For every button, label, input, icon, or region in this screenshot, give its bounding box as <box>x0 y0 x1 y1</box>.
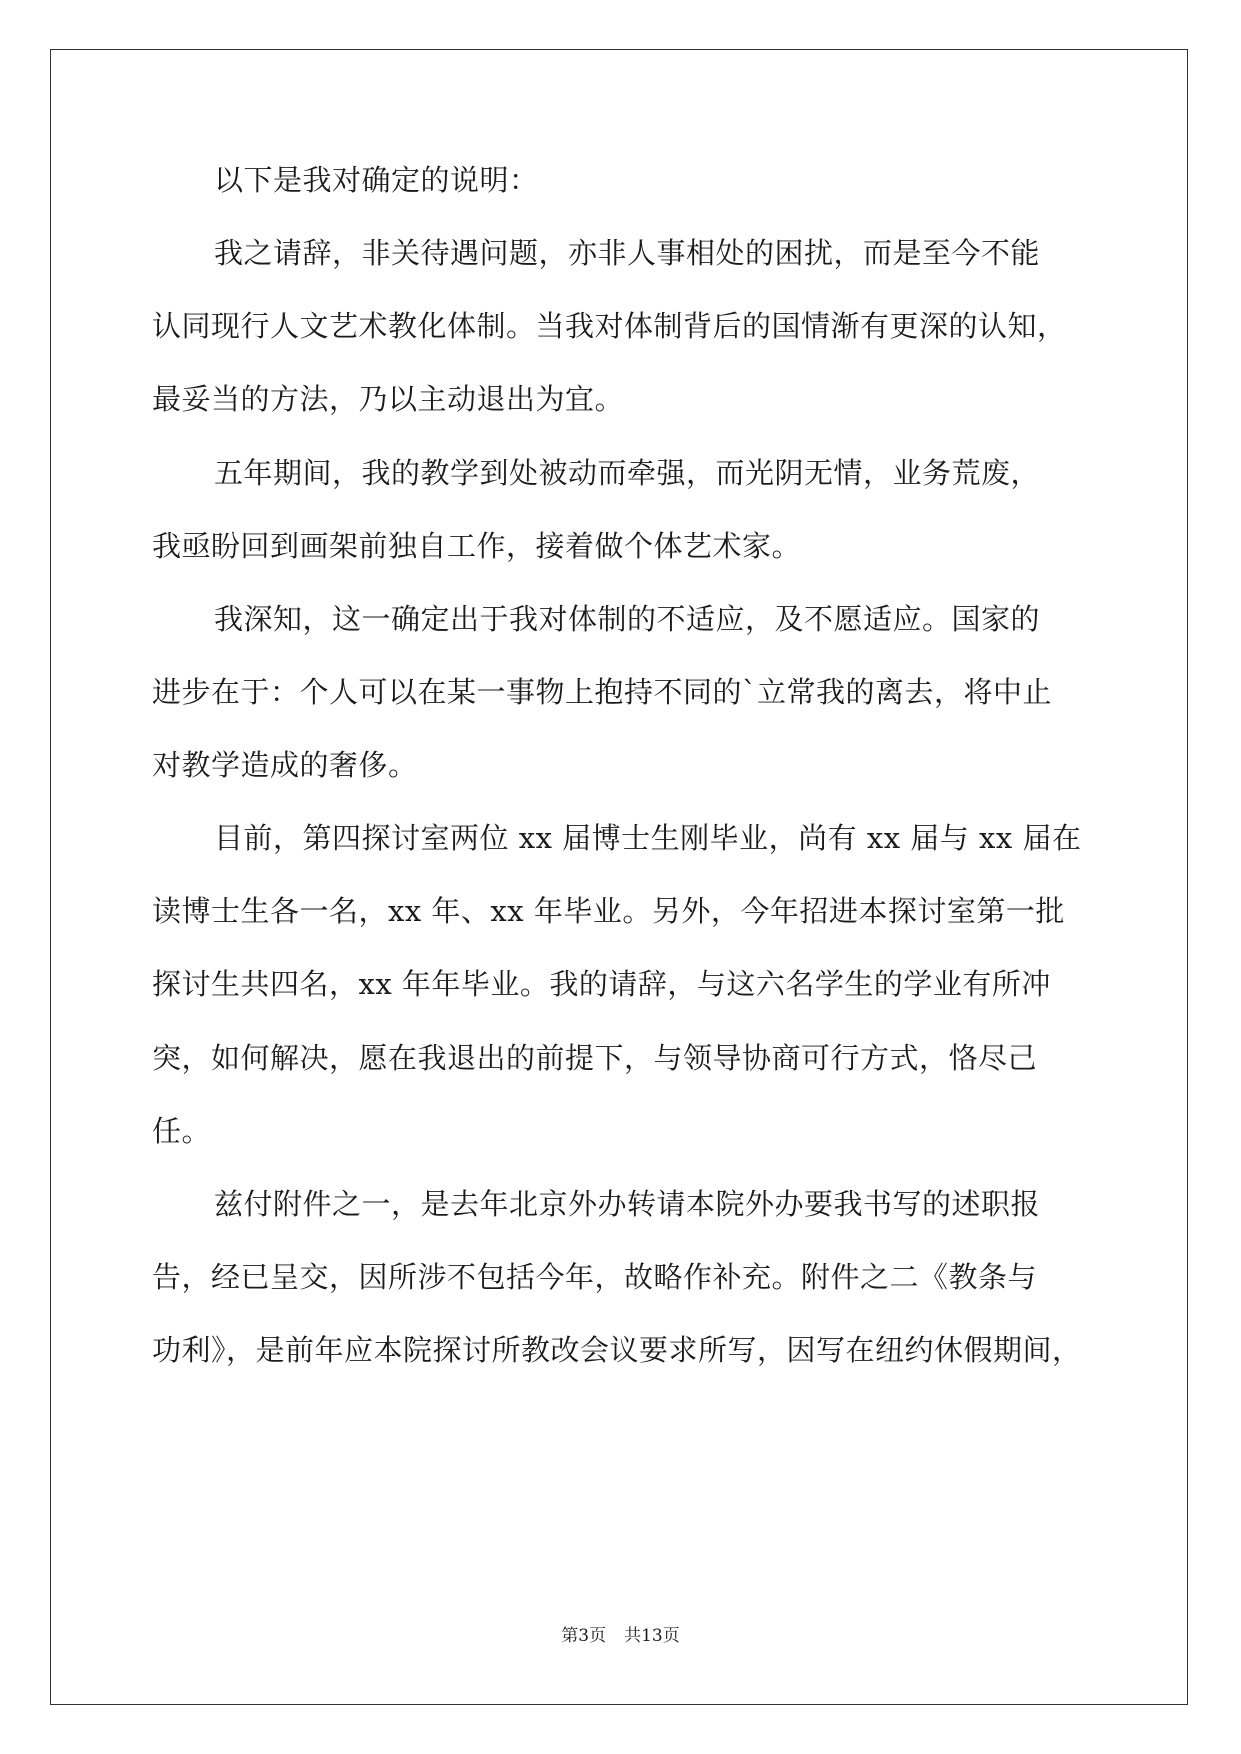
page-border <box>50 49 1188 1705</box>
paragraph-attachments-line-1: 兹付附件之一，是去年北京外办转请本院外办要我书写的述职报 <box>214 1187 1041 1221</box>
paragraph-students-line-5: 任。 <box>152 1114 212 1148</box>
paragraph-students-line-1: 目前，第四探讨室两位 xx 届博士生刚毕业，尚有 xx 届与 xx 届在 <box>214 821 1082 855</box>
page-number-label: 第3页 <box>561 1626 607 1646</box>
paragraph-awareness-line-2: 进步在于：个人可以在某一事物上抱持不同的`立常我的离去，将中止 <box>152 675 1053 709</box>
paragraph-students-line-4: 突，如何解决，愿在我退出的前提下，与领导协商可行方式，恪尽己 <box>152 1041 1038 1075</box>
paragraph-intro-line: 以下是我对确定的说明： <box>214 163 539 197</box>
paragraph-attachments-line-2: 告，经已呈交，因所涉不包括今年，故略作补充。附件之二《教条与 <box>152 1260 1038 1294</box>
paragraph-resignation-reason-line-2: 认同现行人文艺术教化体制。当我对体制背后的国情渐有更深的认知， <box>152 309 1067 343</box>
paragraph-attachments-line-3: 功利》，是前年应本院探讨所教改会议要求所写，因写在纽约休假期间， <box>152 1333 1082 1367</box>
page-footer <box>0 1625 1241 1647</box>
paragraph-resignation-reason-line-1: 我之请辞，非关待遇问题，亦非人事相处的困扰，而是至今不能 <box>214 236 1041 270</box>
paragraph-resignation-reason-line-3: 最妥当的方法，乃以主动退出为宜。 <box>152 382 625 416</box>
paragraph-students-line-2: 读博士生各一名，xx 年、xx 年毕业。另外，今年招进本探讨室第一批 <box>152 894 1065 928</box>
paragraph-five-years-line-1: 五年期间，我的教学到处被动而牵强，而光阴无情，业务荒废， <box>214 456 1041 490</box>
paragraph-awareness-line-1: 我深知，这一确定出于我对体制的不适应，及不愿适应。国家的 <box>214 602 1041 636</box>
paragraph-students-line-3: 探讨生共四名，xx 年年毕业。我的请辞，与这六名学生的学业有所冲 <box>152 967 1051 1001</box>
total-pages-label: 共13页 <box>624 1626 680 1646</box>
paragraph-awareness-line-3: 对教学造成的奢侈。 <box>152 748 418 782</box>
paragraph-five-years-line-2: 我亟盼回到画架前独自工作，接着做个体艺术家。 <box>152 529 802 563</box>
